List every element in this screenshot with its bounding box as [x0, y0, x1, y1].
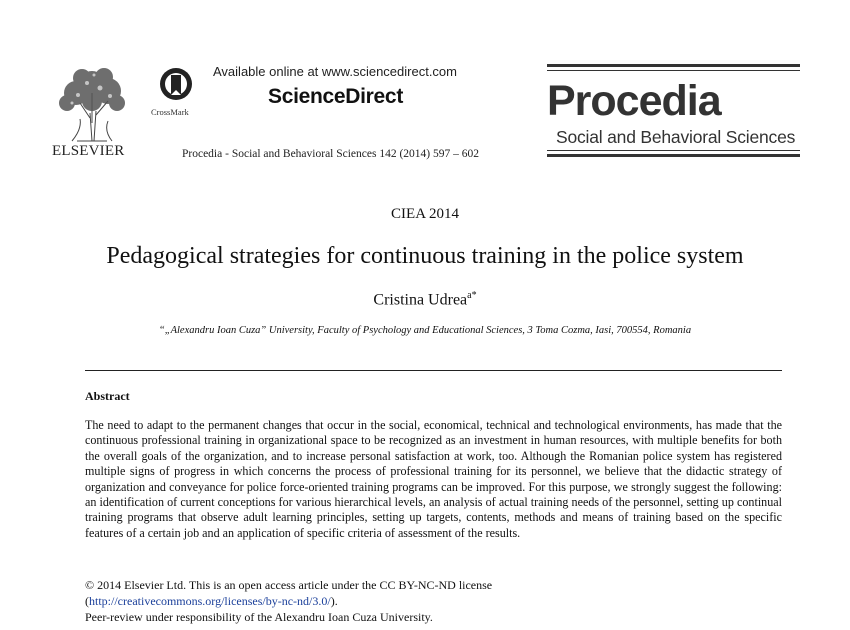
section-divider [85, 370, 782, 371]
procedia-bottom-rule [547, 154, 800, 157]
procedia-subtitle: Social and Behavioral Sciences [556, 127, 796, 147]
affiliation: “„Alexandru Ioan Cuza” University, Faculty of Psychology and Educational Sciences, 3 Toma Cozma, Iasi, 700554, Romania [158, 325, 692, 336]
article-title: Pedagogical strategies for continuous training in the police system [106, 243, 744, 269]
sciencedirect-logo: ScienceDirect [268, 85, 404, 108]
procedia-top-thin-rule [547, 70, 800, 71]
license-prefix: ( [85, 594, 89, 608]
crossmark-label: CrossMark [151, 107, 189, 117]
journal-citation: Procedia - Social and Behavioral Sciences 142 (2014) 597 – 602 [182, 148, 480, 160]
abstract-text: The need to adapt to the permanent changes that occur in the social, economical, technical and technological environments, has made that the continuous professional training in organizational space to be recognized as an investment in human resources, with multiple benefits for both the overall goals of the organization, and to increase personal satisfaction at work, too. Although the Romanian police system has registered multiple signs of progress in which concerns the process of professional training for its personnel, we believe that the didactic strategy of organization and conveyance for police force-oriented training programs can be improved. For this purpose, we strongly suggest the following: an identification of current conceptions for various hierarchical levels, an analysis of actual training needs of the personnel, setting up continual training programs that observe adult learning principles, setting up targets, contents, methods and means of training based on the specific features of a certain job and an application of specific criteria of assessment of the results. [85, 418, 782, 540]
author-affiliation-mark: a* [467, 290, 477, 301]
procedia-logo: Procedia [547, 77, 721, 125]
peer-review-line: Peer-review under responsibility of the Alexandru Ioan Cuza University. [85, 610, 433, 624]
abstract-heading: Abstract [85, 389, 130, 403]
author-line [0, 290, 850, 309]
license-link[interactable]: http://creativecommons.org/licenses/by-nc-nd/3.0/ [89, 594, 331, 608]
crossmark-icon[interactable] [158, 66, 194, 104]
author-name: Cristina Udrea [373, 291, 468, 309]
copyright-line: © 2014 Elsevier Ltd. This is an open access article under the CC BY-NC-ND license [85, 578, 493, 592]
available-online-text: Available online at www.sciencedirect.com [213, 64, 457, 79]
publisher-wordmark: ELSEVIER [52, 143, 125, 159]
license-line [85, 594, 338, 609]
elsevier-tree-icon [52, 63, 132, 143]
procedia-top-rule [547, 64, 800, 67]
license-suffix: ). [330, 594, 338, 608]
conference-name: CIEA 2014 [391, 206, 459, 222]
procedia-bottom-thin-rule [547, 150, 800, 151]
